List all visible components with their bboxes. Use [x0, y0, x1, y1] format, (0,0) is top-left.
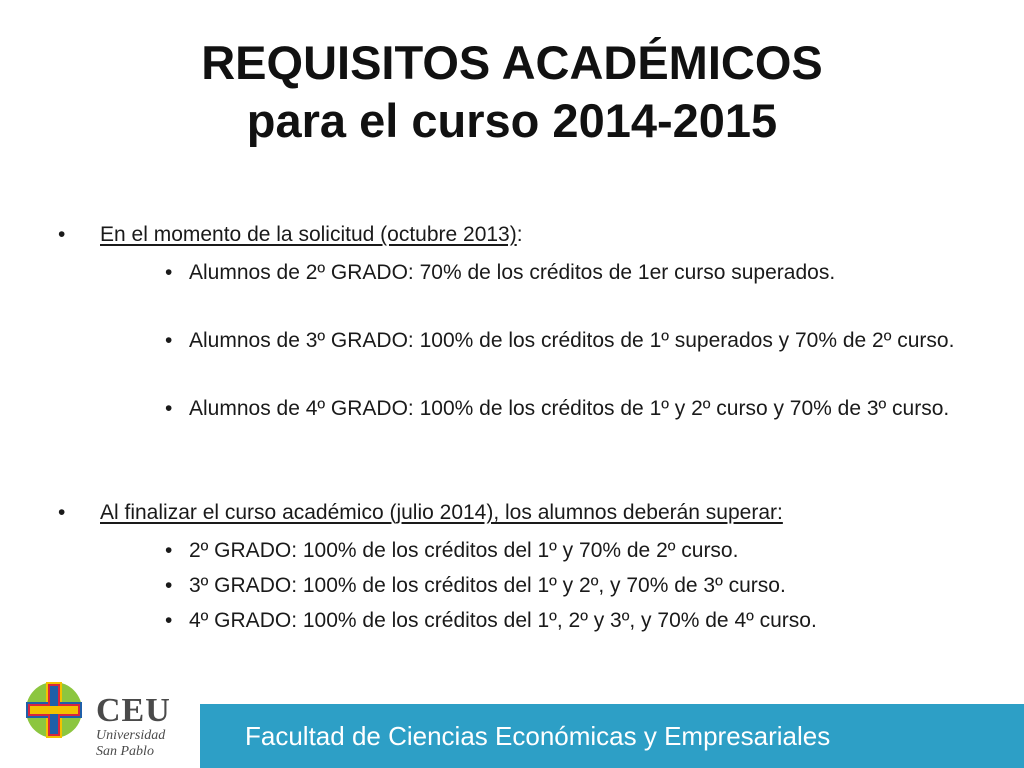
section-1-item-2	[165, 326, 963, 355]
faculty-banner: Facultad de Ciencias Económicas y Empresariales	[200, 704, 1024, 768]
section-2-item-1	[165, 536, 963, 565]
title-line-1: REQUISITOS ACADÉMICOS	[201, 36, 823, 89]
section-1-item-1	[165, 258, 963, 287]
list-item-text: Alumnos de 4º GRADO: 100% de los créditos de 1º y 2º curso y 70% de 3º curso.	[189, 397, 950, 420]
sub-bullet: •	[165, 329, 173, 352]
list-item-text: 2º GRADO: 100% de los créditos del 1º y 70% de 2º curso.	[189, 539, 739, 562]
list-item-text: Alumnos de 3º GRADO: 100% de los créditos de 1º superados y 70% de 2º curso.	[189, 329, 955, 352]
sub-bullet: •	[165, 397, 173, 420]
list-item-text: 4º GRADO: 100% de los créditos del 1º, 2º y 3º, y 70% de 4º curso.	[189, 609, 817, 632]
section-2-heading	[58, 500, 783, 526]
bullet: •	[58, 223, 66, 246]
logo-university-line-1: Universidad	[96, 728, 166, 743]
slide-title	[0, 34, 1024, 150]
sub-bullet: •	[165, 261, 173, 284]
logo-ceu-text: CEU	[96, 692, 171, 729]
section-1-heading-suffix: :	[516, 223, 523, 246]
logo-university-line-2: San Pablo	[96, 744, 154, 759]
bullet: •	[58, 501, 66, 524]
section-2-item-3	[165, 606, 963, 635]
title-line-2: para el curso 2014-2015	[246, 94, 778, 147]
sub-bullet: •	[165, 609, 173, 632]
list-item-text: 3º GRADO: 100% de los créditos del 1º y 2º, y 70% de 3º curso.	[189, 574, 786, 597]
section-2-heading-text: Al finalizar el curso académico (julio 2014), los alumnos deberán superar:	[100, 501, 783, 524]
section-1-heading-text: En el momento de la solicitud (octubre 2013)	[100, 223, 517, 246]
sub-bullet: •	[165, 574, 173, 597]
section-1-heading	[58, 222, 523, 248]
ceu-emblem-icon	[22, 678, 86, 742]
sub-bullet: •	[165, 539, 173, 562]
logo-university-text	[96, 728, 165, 760]
list-item-text: Alumnos de 2º GRADO: 70% de los créditos de 1er curso superados.	[189, 261, 836, 284]
section-2-item-2	[165, 571, 963, 600]
section-1-item-3	[165, 394, 963, 423]
